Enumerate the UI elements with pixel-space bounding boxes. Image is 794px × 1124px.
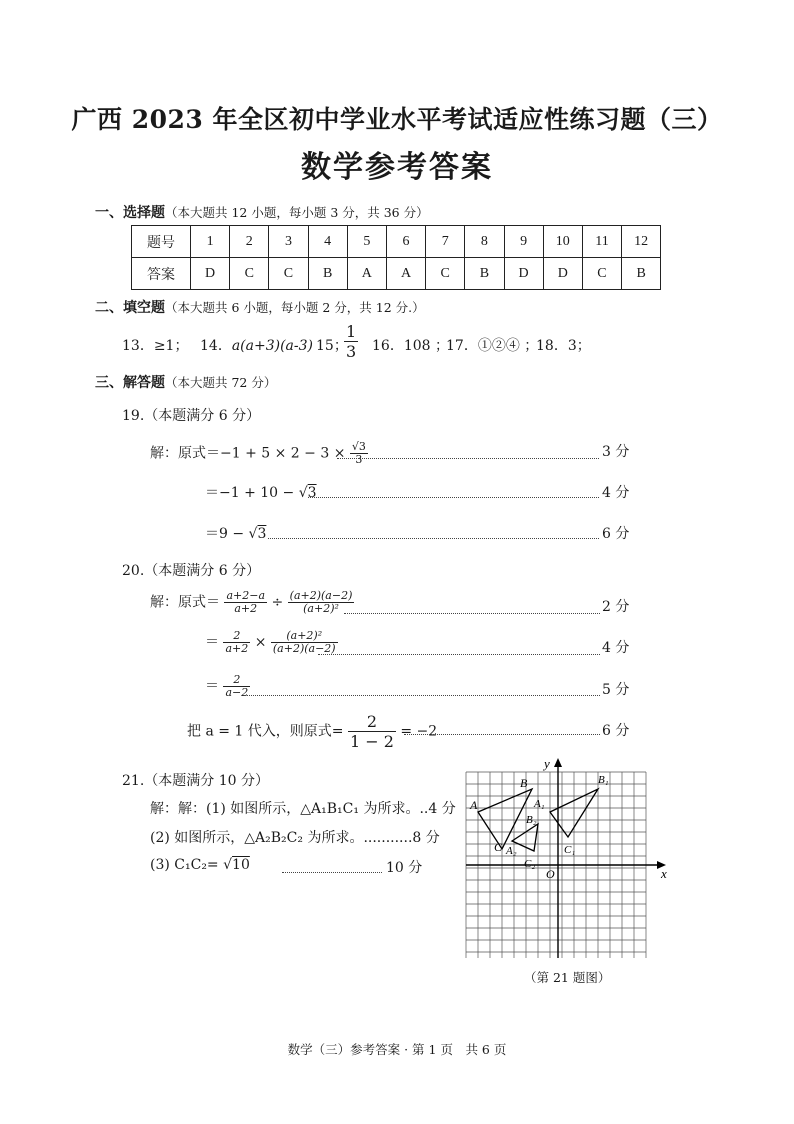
table-cell: 11 [582,226,621,258]
table-cell: 9 [504,226,543,258]
q19-line2-prefix: ＝−1 + 10 − √ [205,485,308,501]
table-cell: 3 [269,226,308,258]
q20-line2-score: 4 分 [602,640,630,656]
table-cell: C [269,258,308,290]
section3-heading [95,372,276,392]
table-cell: D [504,258,543,290]
table-cell: 6 [386,226,425,258]
q20-line4 [187,712,437,751]
fill-q14-expr: a(a+3)(a-3) [231,338,313,354]
fill-q13: 13．≥1； [122,338,189,354]
q21-line2: (2) 如图所示，△A₂B₂C₂ 为所求。...........8 分 [150,830,440,846]
q20-line2-f1-num: 2 [223,630,250,643]
section1-note: （本大题共 12 小题，每小题 3 分，共 36 分） [165,205,429,220]
q20-line2-f2-den: (a+2)(a−2) [272,642,336,655]
dot-leader [404,734,600,735]
table-cell: A [347,258,386,290]
section3-note: （本大题共 72 分） [165,375,277,390]
fill-q14-label: 14． [200,338,232,354]
table-cell: 8 [465,226,504,258]
q21-header: 21.（本题满分 10 分） [122,773,269,789]
q20-line1-f1-num: a+2−a [226,589,266,602]
q19-line2-radicand: 3 [307,485,317,501]
q21-line3-radicand: 10 [232,857,250,873]
q19-line2 [205,482,317,502]
fill-q15-fraction [344,322,358,361]
dot-leader [337,458,599,459]
table-cell: 7 [426,226,465,258]
table-cell: 2 [230,226,269,258]
q19-line1-frac-den: 3 [355,453,363,466]
dot-leader [308,497,599,498]
y-axis-arrow [554,758,562,767]
table-cell: B [465,258,504,290]
dot-leader [344,613,600,614]
table-cell: 5 [347,226,386,258]
q20-line2-f1-den: a+2 [225,642,249,655]
q21-line3 [150,857,250,873]
point-label-a1: A₁ [534,798,545,810]
q20-line4-prefix: 把 a = 1 代入，则原式= [187,723,344,740]
q21-line3-prefix: (3) C₁C₂= √ [150,857,233,873]
table-cell: C [230,258,269,290]
q21-line3-score: 10 分 [386,860,423,876]
axis-x-label: x [661,866,667,881]
q20-line2-op: × [254,634,267,651]
page-title: 广西 2023 年全区初中学业水平考试适应性练习题（三） [71,105,723,134]
q20-line3-den: a−2 [225,686,249,699]
page-footer: 数学（三）参考答案 · 第 1 页 共 6 页 [287,1042,507,1057]
table-cell: 10 [543,226,582,258]
q19-line2-score: 4 分 [602,485,630,501]
section2-label: 二、填空题 [95,300,165,316]
fill-q15-num: 1 [346,322,357,341]
dot-leader [318,654,600,655]
dot-leader [244,695,600,696]
q20-header: 20.（本题满分 6 分） [122,563,261,579]
point-label-b1: B₁ [598,774,609,786]
dot-leader [282,872,382,873]
table-cell: C [582,258,621,290]
table-cell: C [426,258,465,290]
fill-q17: 17．①②④ ； [446,338,539,354]
q19-header: 19.（本题满分 6 分） [122,408,261,424]
q20-line1 [150,590,354,615]
section1-heading [95,202,429,222]
q20-line4-den: 1 − 2 [349,732,394,751]
table-cell: 12 [622,226,661,258]
q19-line1-prefix: 解：原式＝−1 + 5 × 2 − 3 × [150,445,346,462]
q20-line4-num: 2 [348,712,396,732]
q20-line4-score: 6 分 [602,723,630,739]
fill-q14 [200,335,313,355]
table-cell: D [543,258,582,290]
section1-label: 一、选择题 [95,205,165,221]
table-row-numbers [132,226,661,258]
coordinate-figure [460,757,670,962]
fill-q16: 16．108 ； [372,338,449,354]
q19-line3-score: 6 分 [602,526,630,542]
q20-line1-f1-den: a+2 [234,602,258,615]
q20-line3-prefix: ＝ [205,678,219,695]
triangle-abc [478,789,532,849]
q20-line1-f2-num: (a+2)(a−2) [289,589,353,602]
table-cell: 4 [308,226,347,258]
table-cell: D [191,258,230,290]
table-head-number: 题号 [132,226,191,258]
point-label-c2: C₂ [524,858,536,870]
q19-line3 [205,523,266,543]
answer-table [131,225,661,290]
q21-line1: 解：解：(1) 如图所示，△A₁B₁C₁ 为所求。..4 分 [150,801,456,817]
table-row-answers [132,258,661,290]
axis-y-label: y [544,757,550,771]
fill-q15-label: 15； [316,338,348,354]
q20-line3-score: 5 分 [602,682,630,698]
origin-label: O [546,867,555,881]
q20-line1-op: ÷ [271,594,284,611]
section2-note: （本大题共 6 小题，每小题 2 分，共 12 分.） [165,300,425,315]
q20-line1-prefix: 解：原式＝ [150,594,220,611]
section2-heading [95,297,425,317]
q19-line3-prefix: ＝9 − √ [205,526,258,542]
section3-label: 三、解答题 [95,375,165,391]
q19-line1 [150,441,368,466]
dot-leader [268,538,599,539]
q20-line2-f2-num: (a+2)² [271,630,338,643]
point-label-c1: C₁ [564,844,576,856]
table-head-answer: 答案 [132,258,191,290]
q20-line4-suffix: = −2 [400,723,438,740]
q20-line1-score: 2 分 [602,599,630,615]
q19-line3-radicand: 3 [257,526,267,542]
figure-caption: （第 21 题图） [524,970,611,985]
page-subtitle: 数学参考答案 [301,150,493,185]
q20-line3-num: 2 [223,674,250,687]
point-label-a: A [470,798,478,812]
point-label-a2: A₂ [506,845,517,857]
q20-line1-f2-den: (a+2)² [303,602,339,615]
fill-q15-den: 3 [346,342,357,361]
q20-line2-prefix: ＝ [205,634,219,651]
point-label-c: C [494,840,503,854]
q19-line1-frac-num: √3 [351,440,366,453]
table-cell: B [308,258,347,290]
point-label-b2: B₂ [526,814,537,826]
q19-line1-score: 3 分 [602,444,630,460]
fill-q18: 18．3； [536,338,591,354]
point-label-b: B [520,776,528,790]
table-cell: 1 [191,226,230,258]
q20-line2 [205,630,338,655]
table-cell: B [622,258,661,290]
table-cell: A [386,258,425,290]
